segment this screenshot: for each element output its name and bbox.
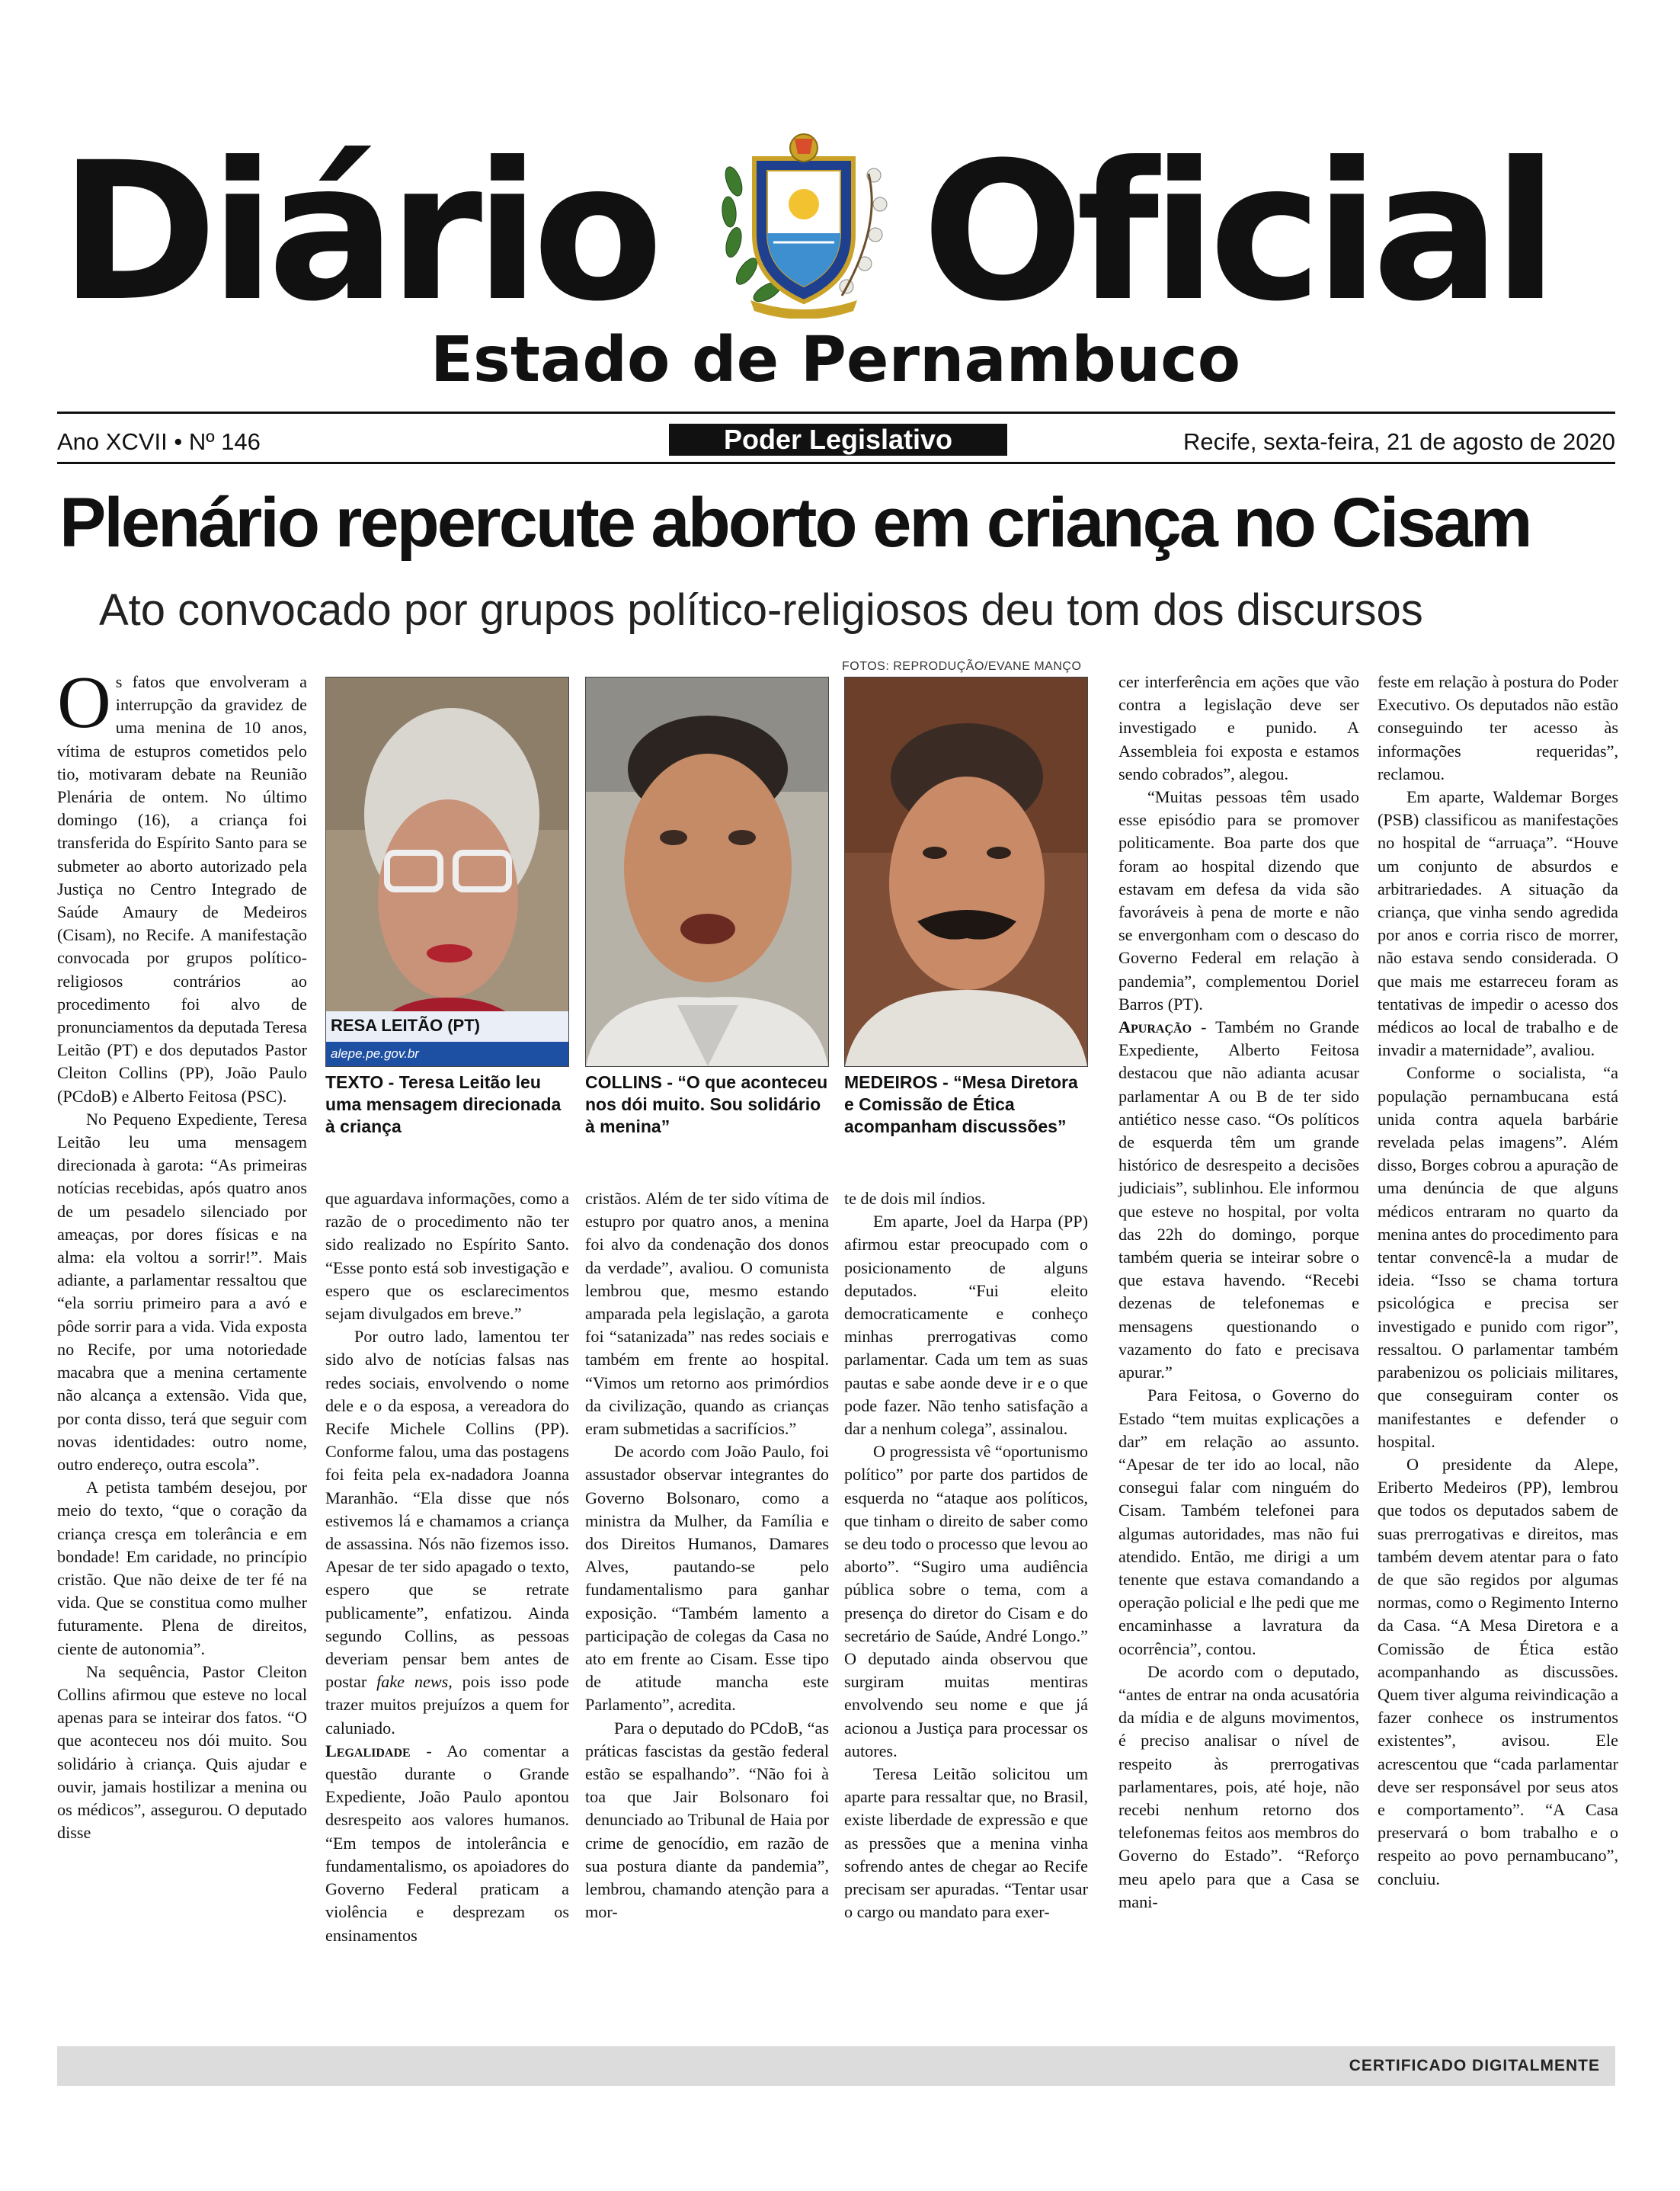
- article-paragraph: Conforme o socialista, “a população pernambucana está unida contra aquela barbárie revelada pelas imagens”. Além disso, Borges cobrou a apuração de uma denúncia de que alguns médicos entraram no quarto da menina antes do procedimento para tentar convencê-la a mudar de ideia. “Isso se chama tortura psicológica e precisa ser investigado e punido com rigor”, ressaltou. O parlamentar também parabenizou os policiais militares, que conseguiram conter os manifestantes e defender o hospital.: [1378, 1063, 1618, 1451]
- article-paragraph: que aguardava informações, como a razão de o procedimento não ter sido realizado no Espírito Santo. “Esse ponto está sob investigação e espero que os esclarecimentos sejam divulgados em breve.”: [325, 1189, 569, 1324]
- masthead-word-1: Diário: [59, 121, 656, 343]
- article-paragraph: cer interferência em ações que vão contra a legislação deve ser investigado e punido. A Assembleia foi exposta e estamos sendo cobrados”, alegou.: [1118, 672, 1359, 783]
- photo-caption-3: MEDEIROS - “Mesa Diretora e Comissão de Ética acompanham discussões”: [844, 1072, 1078, 1136]
- footer-certification: CERTIFICADO DIGITALMENTE: [1349, 2057, 1600, 2074]
- photo-eriberto-medeiros: [844, 677, 1088, 1067]
- article-column-1: [57, 661, 307, 1844]
- article-paragraph: De acordo com o deputado, “antes de entrar na onda acusatória da mídia e de alguns movimentos, é preciso analisar o nível de respeito às prerrogativas parlamentares, pois, até hoje, não recebi nenhum retorno dos telefonemas feitos aos membros do Governo do Estado”. “Reforço meu apelo para que a Casa se mani-: [1118, 1661, 1359, 1911]
- article-paragraph: Para o deputado do PCdoB, “as práticas fascistas da gestão federal estão se espalhando”. “Não foi à toa que Jair Bolsonaro foi denunciado ao Tribunal de Haia por crime de genocídio, em razão de sua postura diante da pandemia”, lembrou, chamando atenção para a mor-: [585, 1718, 829, 1922]
- edition-number: Ano XCVII • Nº 146: [57, 428, 261, 455]
- article-paragraph: s fatos que envolveram a interrupção da gravidez de uma menina de 10 anos, vítima de estupros cometidos pelo tio, motivaram debate na Reunião Plenária de ontem. No último domingo (16), a criança foi transferida do Espírito Santo para se submeter ao aborto autorizado pela Justiça no Centro Integrado de Saúde Amaury de Medeiros (Cisam), no Recife. A manifestação convocada por grupos político-religiosos contrários ao procedimento foi alvo de pronunciamentos da deputada Teresa Leitão (PT) e dos deputados Pastor Cleiton Collins (PP), João Paulo (PCdoB) e Alberto Feitosa (PSC).: [57, 672, 307, 1106]
- article-paragraph: cristãos. Além de ter sido vítima de estupro por quatro anos, a menina foi alvo da condenação dos donos da verdade”, avaliou. O comunista lembrou que, mesmo estando amparada pela legislação, a garota foi “satanizada” nas redes sociais e também em frente ao hospital. “Vimos um retorno aos primórdios da civilização, quando as crianças eram submetidas a sacrifícios.”: [585, 1189, 829, 1439]
- article-paragraph: feste em relação à postura do Poder Executivo. Os deputados não estão conseguindo ter acesso às informações requeridas”, reclamou.: [1378, 672, 1618, 783]
- article-column-6: [1378, 671, 1618, 1891]
- article-column-5: [1118, 671, 1359, 1914]
- bottom-rule: [57, 462, 1615, 464]
- photo-overlay-name: RESA LEITÃO (PT): [331, 1016, 480, 1035]
- article-paragraph: O presidente da Alepe, Eriberto Medeiros (PP), lembrou que todos os deputados sabem de suas prerrogativas e direitos, mas também devem atentar para o fato de que são regidos por algumas normas, como o Regimento Interno da Casa. “A Mesa Diretora e a Comissão de Ética estão acompanhando as discussões. Quem tiver alguma reivindicação a fazer conhece os instrumentos existentes”, avisou. Ele acrescentou que “cada parlamentar deve ser responsável por seus atos e comportamento”. “A Casa preservará o bom trabalho e o respeito ao povo pernambucano”, concluiu.: [1378, 1454, 1618, 1888]
- photo-credit: FOTOS: REPRODUÇÃO/EVANE MANÇO: [842, 660, 1082, 673]
- headline: Plenário repercute aborto em criança no Cisam: [59, 484, 1531, 562]
- subhead-legalidade: Legalidade: [325, 1741, 411, 1760]
- article-paragraph: Apuração - Também no Grande Expediente, Alberto Feitosa destacou que não adianta acusar parlamentar A ou B de ter sido antiético nesse caso. “Os políticos de esquerda têm um grande histórico de desrespeito a decisões judiciais”, sublinhou. Ele informou que esteve no hospital, por volta das 22h do domingo, porque também queria se inteirar sobre o que estava havendo. “Recebi dezenas de telefonemas e mensagens questionando o vazamento do fato e precisava apurar.”: [1118, 1017, 1359, 1382]
- article-paragraph: te de dois mil índios.: [844, 1189, 986, 1208]
- article-paragraph: Em aparte, Joel da Harpa (PP) afirmou estar preocupado com o posicionamento de alguns deputados. “Fui eleito democraticamente e conheço minhas prerrogativas como parlamentar. Cada um tem as suas pautas e sabe aonde deve ir e o que pode fazer. Não tenho satisfação a dar a nenhum colega”, assinalou.: [844, 1212, 1088, 1439]
- article-paragraph: A petista também desejou, por meio do texto, “que o coração da criança cresça em tolerância e em bondade! Em caridade, no princípio cristão. Que não deixe de ter fé na vida. Que se constitua como mulher futuramente. Plena de direitos, ciente de autonomia”.: [57, 1478, 307, 1658]
- photo-teresa-leitao: [325, 677, 569, 1067]
- photo-caption-1: TEXTO - Teresa Leitão leu uma mensagem direcionada à criança: [325, 1072, 562, 1136]
- article-paragraph: “Muitas pessoas têm usado esse episódio para se promover politicamente. Boa parte dos que foram ao hospital dizendo que estavam em defesa da vida são favoráveis à pena de morte e não se envergonham com o descaso do Governo Federal em relação à pandemia”, complementou Doriel Barros (PT).: [1118, 787, 1359, 1014]
- edition-date: Recife, sexta-feira, 21 de agosto de 2020: [1183, 428, 1615, 455]
- section-label: Poder Legislativo: [669, 424, 1007, 456]
- footer-bar: [57, 2046, 1615, 2086]
- photo-caption-2: COLLINS - “O que aconteceu nos dói muito. Sou solidário à menina”: [585, 1072, 828, 1136]
- article-column-4: [844, 1187, 1088, 1924]
- photo-cleiton-collins: [585, 677, 829, 1067]
- state-coat-of-arms-icon: [712, 128, 895, 319]
- top-rule: [57, 412, 1615, 414]
- subhead-apuracao: Apuração: [1118, 1017, 1192, 1037]
- article-paragraph: Legalidade - Ao comentar a questão durante o Grande Expediente, João Paulo apontou desrespeito aos valores humanos. “Em tempos de intolerância e fundamentalismo, os apoiadores do Governo Federal praticam a violência e desprezam os ensinamentos: [325, 1741, 569, 1945]
- drop-cap: O: [57, 661, 111, 744]
- article-paragraph: Para Feitosa, o Governo do Estado “tem muitas explicações a dar” em relação ao assunto. “Apesar de ter ido ao local, não consegui falar com ninguém do Cisam. Também telefonei para algumas autoridades, mas não fui atendido. Então, me dirigi a um tenente que estava comandando a operação policial e lhe pedi que me encaminhasse a lavratura da ocorrência”, contou.: [1118, 1385, 1359, 1658]
- article-paragraph: Na sequência, Pastor Cleiton Collins afirmou que esteve no local apenas para se inteirar dos fatos. “O que aconteceu nos dói muito. Sou solidário à criança. Quis ajudar e ouvir, jamais hostilizar a menina ou os médicos”, assegurou. O deputado disse: [57, 1661, 307, 1843]
- article-paragraph: De acordo com João Paulo, foi assustador observar integrantes do Governo Bolsonaro, como a ministra da Mulher, da Família e dos Direitos Humanos, Damares Alves, pautando-se pelo fundamentalismo para ganhar exposição. “Também lamento a participação de colegas da Casa no ato em frente ao Cisam. Esse tipo de atitude mancha este Parlamento”, acredita.: [585, 1442, 829, 1715]
- deck: Ato convocado por grupos político-religiosos deu tom dos discursos: [99, 585, 1423, 635]
- article-paragraph: O progressista vê “oportunismo político” por parte dos partidos de esquerda no “ataque aos políticos, que tinham o direito de saber como se deu todo o processo que levou ao aborto”. “Sugiro uma audiência pública sobre o tema, com a presença do diretor do Cisam e do secretário de Saúde, André Longo.” O deputado ainda observou que surgiram muitas mentiras envolvendo seu nome e que já acionou a Justiça para processar os autores.: [844, 1442, 1088, 1760]
- photo-overlay-url: alepe.pe.gov.br: [331, 1046, 419, 1061]
- article-column-2: [325, 1187, 569, 1947]
- article-column-3: [585, 1187, 829, 1924]
- masthead-subtitle: Estado de Pernambuco: [430, 324, 1241, 396]
- article-paragraph: Por outro lado, lamentou ter sido alvo de notícias falsas nas redes sociais, envolvendo o nome dele e o da esposa, a vereadora do Recife Michele Collins (PP). Conforme falou, uma das postagens foi feita pela ex-nadadora Joanna Maranhão. “Ela disse que nós estivemos lá e chamamos a criança de assassina. Nós não fizemos isso. Apesar de ter sido apagado o texto, espero que se retrate publicamente”, enfatizou. Ainda segundo Collins, as pessoas deveriam pensar bem antes de postar fake news, pois isso pode trazer muitos prejuízos a quem for caluniado.: [325, 1327, 569, 1738]
- article-paragraph: No Pequeno Expediente, Teresa Leitão leu uma mensagem direcionada à garota: “As primeiras notícias recebidas, após quatro anos de um pesadelo silenciado por ameaças, por dores físicas e na alma: ela voltou a sorrir!”. Mais adiante, a parlamentar ressaltou que “ela sorriu primeiro para a avó e pôde sorrir para a vida. Vida exposta no Recife, por uma notoriedade macabra que a menina certamente não alcança a extensão. Vida que, por conta disso, terá que seguir com novas identidades: outro nome, outro endereço, outra escola”.: [57, 1109, 307, 1474]
- article-paragraph: Em aparte, Waldemar Borges (PSB) classificou as manifestações no hospital de “arruaça”. “Houve um conjunto de absurdos e arbitrariedades. A situação da criança, que vinha sendo agredida por anos e corria risco de morrer, não estava sendo considerada. O que mais me estarreceu foram as tentativas de impedir o acesso dos médicos ao local de trabalho e de invadir a maternidade”, avaliou.: [1378, 787, 1618, 1060]
- article-paragraph: Teresa Leitão solicitou um aparte para ressaltar que, no Brasil, existe liberdade de expressão e que as pressões que a menina vinha sofrendo antes de chegar ao Recife precisam ser apuradas. “Tentar usar o cargo ou mandato para exer-: [844, 1764, 1088, 1922]
- masthead-word-2: Oficial: [922, 121, 1551, 343]
